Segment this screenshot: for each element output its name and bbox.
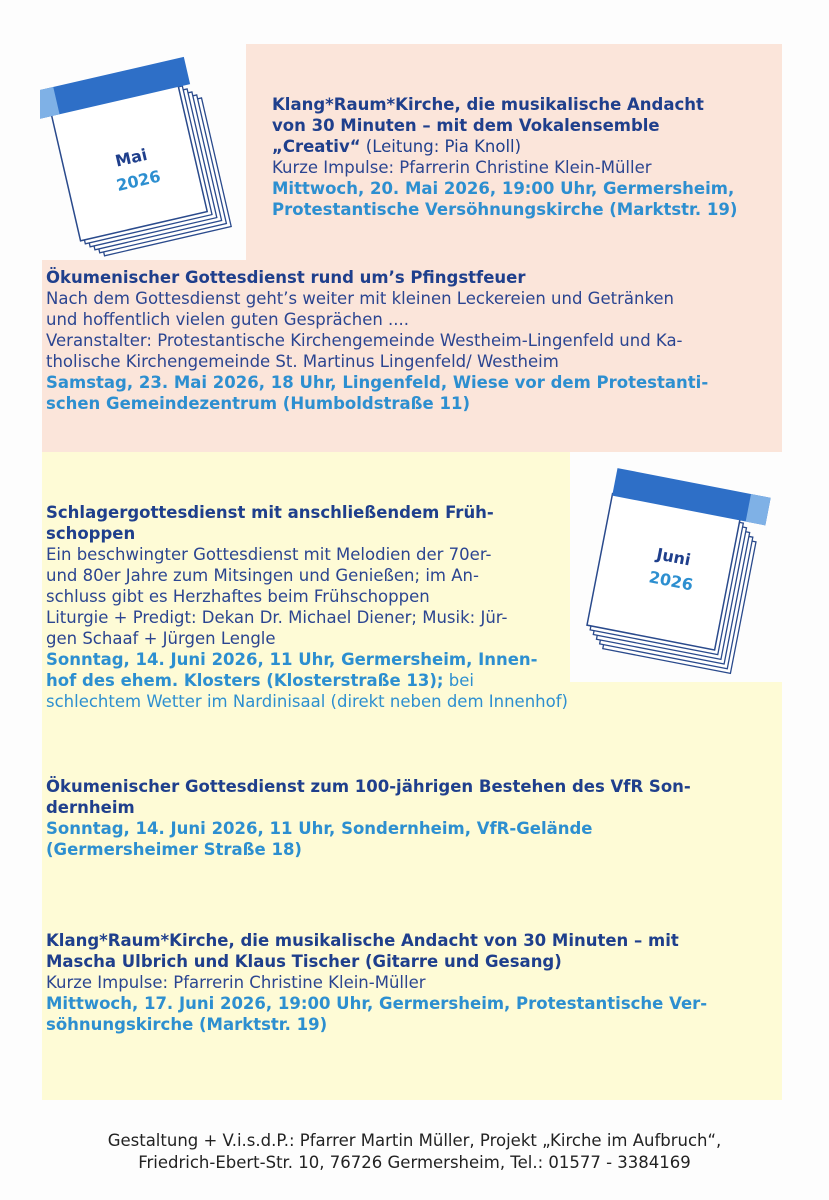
- event-title: Klang*Raum*Kirche, die musikalische Andacht von 30 Minuten – mit: [46, 931, 679, 950]
- event-date: Sonntag, 14. Juni 2026, 11 Uhr, Germersheim, Innen-: [46, 650, 538, 669]
- calendar-june-year: 2026: [647, 567, 695, 595]
- event-date: (Germersheimer Straße 18): [46, 840, 302, 859]
- event-title: Schlagergottesdienst mit anschließendem Früh-: [46, 503, 494, 522]
- event-date: Protestantische Versöhnungskirche (Marktstr. 19): [272, 200, 738, 219]
- event-title: von 30 Minuten – mit dem Vokalensemble: [272, 116, 660, 135]
- event-title: „Creativ“: [272, 137, 361, 156]
- event-impulse: Kurze Impulse: Pfarrerin Christine Klein-Müller: [46, 973, 426, 992]
- event-date-note: bei: [443, 671, 474, 690]
- event-description: schluss gibt es Herzhaftes beim Frühschoppen: [46, 587, 430, 606]
- calendar-may-month: Mai: [113, 144, 149, 171]
- calendar-may-year: 2026: [114, 166, 163, 195]
- event-title: dernheim: [46, 798, 135, 817]
- event-organizer: Veranstalter: Protestantische Kirchengemeinde Westheim-Lingenfeld und Ka-: [46, 331, 683, 350]
- event-impulse: Kurze Impulse: Pfarrerin Christine Klein-Müller: [272, 158, 652, 177]
- event-klangraum-juni: [46, 930, 782, 1035]
- event-title: Klang*Raum*Kirche, die musikalische Andacht: [272, 95, 704, 114]
- event-description: und 80er Jahre zum Mitsingen und Genießen; im An-: [46, 566, 479, 585]
- calendar-june-month: Juni: [654, 544, 693, 570]
- footer-line: Gestaltung + V.i.s.d.P.: Pfarrer Martin Müller, Projekt „Kirche im Aufbruch“,: [107, 1131, 722, 1150]
- event-vfr-sondernheim: [46, 776, 782, 860]
- event-date-row: [46, 670, 782, 691]
- event-description: Liturgie + Predigt: Dekan Dr. Michael Diener; Musik: Jür-: [46, 608, 508, 627]
- event-date: schen Gemeindezentrum (Humboldstraße 11): [46, 394, 470, 413]
- event-title: Ökumenischer Gottesdienst rund um’s Pfingstfeuer: [46, 268, 526, 287]
- event-date: Sonntag, 14. Juni 2026, 11 Uhr, Sondernheim, VfR-Gelände: [46, 819, 593, 838]
- event-date: Samstag, 23. Mai 2026, 18 Uhr, Lingenfeld, Wiese vor dem Protestanti-: [46, 373, 709, 392]
- event-title: schoppen: [46, 524, 136, 543]
- event-title: Mascha Ulbrich und Klaus Tischer (Gitarre und Gesang): [46, 952, 562, 971]
- event-title-row: [272, 136, 782, 157]
- event-description: Nach dem Gottesdienst geht’s weiter mit kleinen Leckereien und Getränken: [46, 289, 675, 308]
- event-date-note: schlechtem Wetter im Nardinisaal (direkt neben dem Innenhof): [46, 692, 568, 711]
- calendar-may-icon: [40, 40, 250, 262]
- event-organizer: tholische Kirchengemeinde St. Martinus Lingenfeld/ Westheim: [46, 352, 559, 371]
- event-date: Mittwoch, 17. Juni 2026, 19:00 Uhr, Germersheim, Protestantische Ver-: [46, 994, 708, 1013]
- event-date: söhnungskirche (Marktstr. 19): [46, 1015, 328, 1034]
- footer-line: Friedrich-Ebert-Str. 10, 76726 Germersheim, Tel.: 01577 - 3384169: [138, 1153, 691, 1172]
- event-schlagergottesdienst: [46, 502, 782, 712]
- event-date: Mittwoch, 20. Mai 2026, 19:00 Uhr, Germersheim,: [272, 179, 735, 198]
- event-description: und hoffentlich vielen guten Gesprächen ....: [46, 310, 410, 329]
- footer-imprint: [0, 1130, 829, 1174]
- event-pfingstfeuer: [46, 267, 782, 414]
- event-klangraum-mai: [272, 94, 782, 220]
- event-description: Ein beschwingter Gottesdienst mit Melodien der 70er-: [46, 545, 492, 564]
- event-title: Ökumenischer Gottesdienst zum 100-jährigen Bestehen des VfR Son-: [46, 777, 691, 796]
- event-title-note: (Leitung: Pia Knoll): [360, 137, 522, 156]
- event-date: hof des ehem. Klosters (Klosterstraße 13);: [46, 671, 444, 690]
- event-description: gen Schaaf + Jürgen Lengle: [46, 629, 276, 648]
